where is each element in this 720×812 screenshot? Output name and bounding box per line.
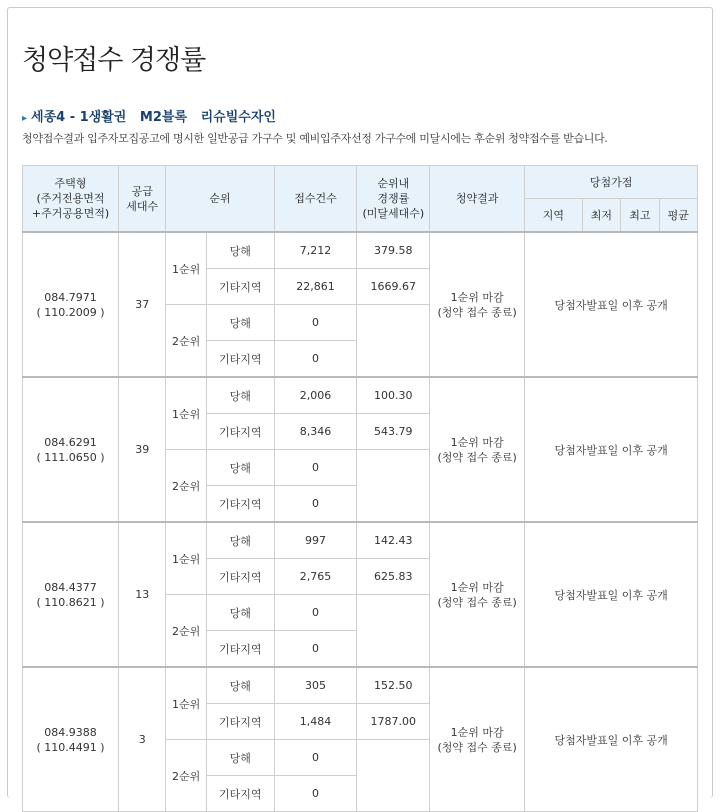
score-cell: 당첨자발표일 이후 공개	[525, 232, 698, 377]
triangle-right-icon: ▸	[22, 113, 28, 124]
subregion-other-cell: 기타지역	[206, 776, 274, 812]
subregion-other-cell: 기타지역	[206, 269, 274, 305]
ratio-cell: 543.79	[357, 414, 430, 450]
subregion-other-cell: 기타지역	[206, 486, 274, 523]
applicants-cell: 22,861	[274, 269, 357, 305]
applicants-cell: 0	[274, 341, 357, 378]
applicants-cell: 2,765	[274, 559, 357, 595]
rank2-cell: 2순위	[166, 305, 206, 378]
ratio-cell: 1787.00	[357, 704, 430, 740]
applicants-cell: 0	[274, 595, 357, 631]
subregion-other-cell: 기타지역	[206, 559, 274, 595]
subregion-local-cell: 당해	[206, 595, 274, 631]
applicants-cell: 8,346	[274, 414, 357, 450]
subregion-other-cell: 기타지역	[206, 631, 274, 668]
applicants-cell: 1,484	[274, 704, 357, 740]
applicants-cell: 0	[274, 450, 357, 486]
table-row	[23, 667, 698, 704]
ratio-cell: 152.50	[357, 667, 430, 704]
ratio-cell	[357, 305, 430, 378]
result-cell: 1순위 마감 (청약 접수 종료)	[430, 377, 525, 522]
ratio-cell	[357, 450, 430, 523]
subregion-other-cell: 기타지역	[206, 341, 274, 378]
table-row	[23, 377, 698, 414]
applicants-cell: 2,006	[274, 377, 357, 414]
rank1-cell: 1순위	[166, 377, 206, 450]
subregion-local-cell: 당해	[206, 232, 274, 269]
subregion-other-cell: 기타지역	[206, 704, 274, 740]
applicants-cell: 0	[274, 776, 357, 812]
ratio-cell: 1669.67	[357, 269, 430, 305]
subregion-local-cell: 당해	[206, 377, 274, 414]
type-cell: 084.6291 ( 111.0650 )	[23, 377, 119, 522]
score-cell: 당첨자발표일 이후 공개	[525, 667, 698, 812]
applicants-cell: 0	[274, 305, 357, 341]
header-result: 청약결과	[430, 166, 525, 233]
table-header	[23, 166, 698, 233]
header-rank: 순위	[166, 166, 274, 233]
result-cell: 1순위 마감 (청약 접수 종료)	[430, 522, 525, 667]
supply-cell: 13	[118, 522, 165, 667]
table-row	[23, 232, 698, 269]
competition-table	[22, 165, 698, 812]
ratio-cell	[357, 740, 430, 812]
header-score-avg: 평균	[659, 199, 697, 233]
header-score-min: 최저	[582, 199, 620, 233]
applicants-cell: 997	[274, 522, 357, 559]
supply-cell: 37	[118, 232, 165, 377]
rank1-cell: 1순위	[166, 667, 206, 740]
subregion-local-cell: 당해	[206, 305, 274, 341]
header-supply: 공급 세대수	[118, 166, 165, 233]
header-score-region: 지역	[525, 199, 583, 233]
header-type: 주택형 (주거전용면적 +주거공용면적)	[23, 166, 119, 233]
header-ratio: 순위내 경쟁률 (미달세대수)	[357, 166, 430, 233]
rank2-cell: 2순위	[166, 450, 206, 523]
ratio-cell	[357, 595, 430, 668]
result-cell: 1순위 마감 (청약 접수 종료)	[430, 232, 525, 377]
subregion-local-cell: 당해	[206, 450, 274, 486]
type-cell: 084.7971 ( 110.2009 )	[23, 232, 119, 377]
header-score: 당첨가점	[525, 166, 698, 199]
table-body	[23, 232, 698, 812]
type-cell: 084.4377 ( 110.8621 )	[23, 522, 119, 667]
score-cell: 당첨자발표일 이후 공개	[525, 377, 698, 522]
applicants-cell: 0	[274, 740, 357, 776]
ratio-cell: 625.83	[357, 559, 430, 595]
page-title: 청약접수 경쟁률	[22, 45, 206, 76]
applicants-cell: 7,212	[274, 232, 357, 269]
rank1-cell: 1순위	[166, 522, 206, 595]
supply-cell: 3	[118, 667, 165, 812]
subregion-local-cell: 당해	[206, 740, 274, 776]
rank1-cell: 1순위	[166, 232, 206, 305]
score-cell: 당첨자발표일 이후 공개	[525, 522, 698, 667]
supply-cell: 39	[118, 377, 165, 522]
applicants-cell: 0	[274, 486, 357, 523]
type-cell: 084.9388 ( 110.4491 )	[23, 667, 119, 812]
rank2-cell: 2순위	[166, 595, 206, 668]
table-row	[23, 522, 698, 559]
ratio-cell: 142.43	[357, 522, 430, 559]
applicants-cell: 305	[274, 667, 357, 704]
result-cell: 1순위 마감 (청약 접수 종료)	[430, 667, 525, 812]
subregion-local-cell: 당해	[206, 667, 274, 704]
complex-subtitle-text: 세종4 - 1생활권 M2블록 리슈빌수자인	[31, 110, 276, 125]
subregion-local-cell: 당해	[206, 522, 274, 559]
complex-subtitle	[22, 106, 276, 125]
ratio-cell: 100.30	[357, 377, 430, 414]
header-applicants: 접수건수	[274, 166, 357, 233]
rank2-cell: 2순위	[166, 740, 206, 812]
header-score-max: 최고	[621, 199, 659, 233]
subregion-other-cell: 기타지역	[206, 414, 274, 450]
applicants-cell: 0	[274, 631, 357, 668]
ratio-cell: 379.58	[357, 232, 430, 269]
notice-text: 청약접수결과 입주자모집공고에 명시한 일반공급 가구수 및 예비입주자선정 가구수에 미달시에는 후순위 청약접수를 받습니다.	[22, 132, 608, 145]
